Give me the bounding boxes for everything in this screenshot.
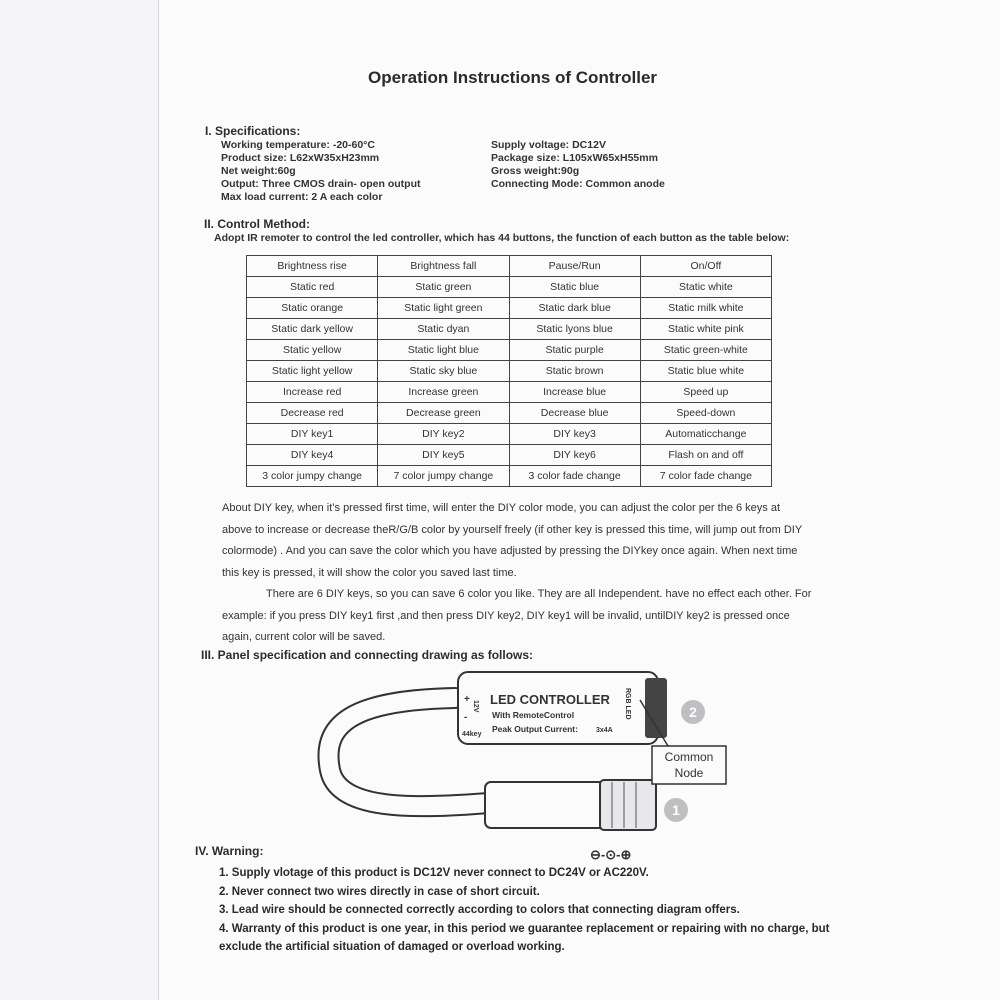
table-cell: Static milk white — [640, 298, 771, 319]
table-cell: DIY key1 — [247, 424, 378, 445]
12v-label: 12V — [472, 700, 479, 713]
controller-title: LED CONTROLLER — [490, 692, 610, 707]
table-cell: Static light yellow — [247, 361, 378, 382]
paragraph-line: again, current color will be saved. — [222, 631, 386, 643]
controller-peak-value: 3x4A — [596, 727, 613, 734]
controller-diagram — [300, 660, 740, 870]
spec-right-item: Package size: L105xW65xH55mm — [491, 152, 658, 164]
table-cell: Increase green — [378, 382, 509, 403]
minus-label: - — [464, 712, 468, 723]
table-row — [247, 361, 772, 382]
table-cell: Speed-down — [640, 403, 771, 424]
spec-right-list — [491, 139, 665, 191]
table-cell: Pause/Run — [509, 256, 640, 277]
spec-left-item: Product size: L62xW35xH23mm — [221, 152, 380, 164]
table-cell: Decrease green — [378, 403, 509, 424]
table-cell: DIY key3 — [509, 424, 640, 445]
callout-2-label: 2 — [689, 704, 697, 720]
table-row — [247, 298, 772, 319]
table-cell: Brightness rise — [247, 256, 378, 277]
table-row — [247, 340, 772, 361]
table-cell: Static dark blue — [509, 298, 640, 319]
spec-heading: I. Specifications: — [205, 124, 301, 138]
controller-subtitle: With RemoteControl — [492, 710, 575, 720]
table-cell: Decrease blue — [509, 403, 640, 424]
rgb-connector — [645, 678, 667, 738]
table-cell: On/Off — [640, 256, 771, 277]
table-cell: Decrease red — [247, 403, 378, 424]
warning-item: 2. Never connect two wires directly in case of short circuit. — [219, 885, 540, 898]
table-cell: DIY key2 — [378, 424, 509, 445]
spec-right-item: Gross weight:90g — [491, 165, 580, 177]
diy-paragraph-1 — [222, 498, 802, 584]
table-cell: Static white — [640, 277, 771, 298]
spec-left-list — [221, 139, 420, 204]
table-cell: DIY key6 — [509, 445, 640, 466]
control-intro: Adopt IR remoter to control the led controller, which has 44 buttons, the function of each button as the table below: — [214, 232, 790, 244]
plus-label: + — [464, 694, 470, 705]
spec-left-item: Max load current: 2 A each color — [221, 191, 383, 203]
common-node-line2: Node — [674, 766, 704, 780]
page-title: Operation Instructions of Controller — [368, 68, 658, 87]
table-cell: Static yellow — [247, 340, 378, 361]
warning-item: 3. Lead wire should be connected correctly according to colors that connecting diagram offers. — [219, 904, 740, 916]
table-cell: Static green — [378, 277, 509, 298]
spec-left-item: Net weight:60g — [221, 165, 296, 177]
table-cell: Static dark yellow — [247, 319, 378, 340]
table-cell: Static sky blue — [378, 361, 509, 382]
polarity-symbol: ⊖-⊙-⊕ — [590, 847, 632, 862]
table-cell: Speed up — [640, 382, 771, 403]
table-row — [247, 424, 772, 445]
paragraph-line: About DIY key, when it’s pressed first time, will enter the DIY color mode, you can adjust the color per the 6 keys at — [222, 502, 781, 514]
diy-paragraph-2 — [222, 584, 811, 649]
table-cell: Static light green — [378, 298, 509, 319]
table-cell: Static orange — [247, 298, 378, 319]
table-cell: Static dyan — [378, 319, 509, 340]
table-cell: 3 color jumpy change — [247, 466, 378, 487]
table-row — [247, 466, 772, 487]
table-cell: Static red — [247, 277, 378, 298]
table-cell: Static purple — [509, 340, 640, 361]
paragraph-line: above to increase or decrease theR/G/B color by yourself freely (if other key is pressed this time, will jump out from DIY — [222, 523, 803, 536]
warning-item: 1. Supply vlotage of this product is DC12V never connect to DC24V or AC220V. — [219, 867, 649, 879]
dc-jack-tip — [600, 780, 656, 830]
table-row — [247, 445, 772, 466]
paragraph-line: There are 6 DIY keys, so you can save 6 color you like. They are all Independent. have no effect each other. For — [266, 588, 812, 600]
warning-item: exclude the artificial situation of damaged or overload working. — [219, 941, 565, 953]
control-heading: II. Control Method: — [204, 217, 310, 231]
table-cell: Brightness fall — [378, 256, 509, 277]
table-row — [247, 277, 772, 298]
warning-item: 4. Warranty of this product is one year, in this period we guarantee replacement or repairing with no charge, but — [219, 922, 830, 935]
table-cell: Static green-white — [640, 340, 771, 361]
table-row — [247, 319, 772, 340]
table-cell: Static lyons blue — [509, 319, 640, 340]
table-cell: Static white pink — [640, 319, 771, 340]
controller-peak: Peak Output Current: — [492, 724, 578, 734]
paragraph-line: colormode) . And you can save the color which you have adjusted by pressing the DIYkey once again. When next time — [222, 545, 798, 557]
warning-heading: IV. Warning: — [195, 844, 264, 858]
table-cell: Flash on and off — [640, 445, 771, 466]
table-cell: Automaticchange — [640, 424, 771, 445]
table-row — [247, 382, 772, 403]
table-row — [247, 256, 772, 277]
table-row — [247, 403, 772, 424]
table-cell: Static blue — [509, 277, 640, 298]
spec-right-item: Connecting Mode: Common anode — [491, 178, 665, 190]
table-cell: Static light blue — [378, 340, 509, 361]
table-cell: Static blue white — [640, 361, 771, 382]
table-cell: Static brown — [509, 361, 640, 382]
paragraph-line: this key is pressed, it will show the color you saved last time. — [222, 566, 517, 579]
button-function-table — [246, 255, 772, 487]
table-cell: DIY key4 — [247, 445, 378, 466]
table-cell: Increase red — [247, 382, 378, 403]
44key-label: 44key — [462, 731, 482, 738]
warning-list — [219, 864, 829, 957]
callout-1-label: 1 — [672, 802, 680, 818]
paragraph-line: example: if you press DIY key1 first ,and then press DIY key2, DIY key1 will be invalid, untilDIY key2 is pressed once — [222, 609, 790, 622]
spec-right-item: Supply voltage: DC12V — [491, 139, 606, 151]
table-cell: 7 color jumpy change — [378, 466, 509, 487]
table-cell: 3 color fade change — [509, 466, 640, 487]
spec-left-item: Working temperature: -20-60°C — [221, 139, 375, 151]
panel-heading: III. Panel specification and connecting drawing as follows: — [201, 648, 534, 662]
table-cell: 7 color fade change — [640, 466, 771, 487]
spec-left-item: Output: Three CMOS drain- open output — [221, 178, 421, 190]
rgb-led-label: RGB LED — [624, 688, 631, 720]
common-node-line1: Common — [664, 750, 714, 764]
table-cell: Increase blue — [509, 382, 640, 403]
table-cell: DIY key5 — [378, 445, 509, 466]
